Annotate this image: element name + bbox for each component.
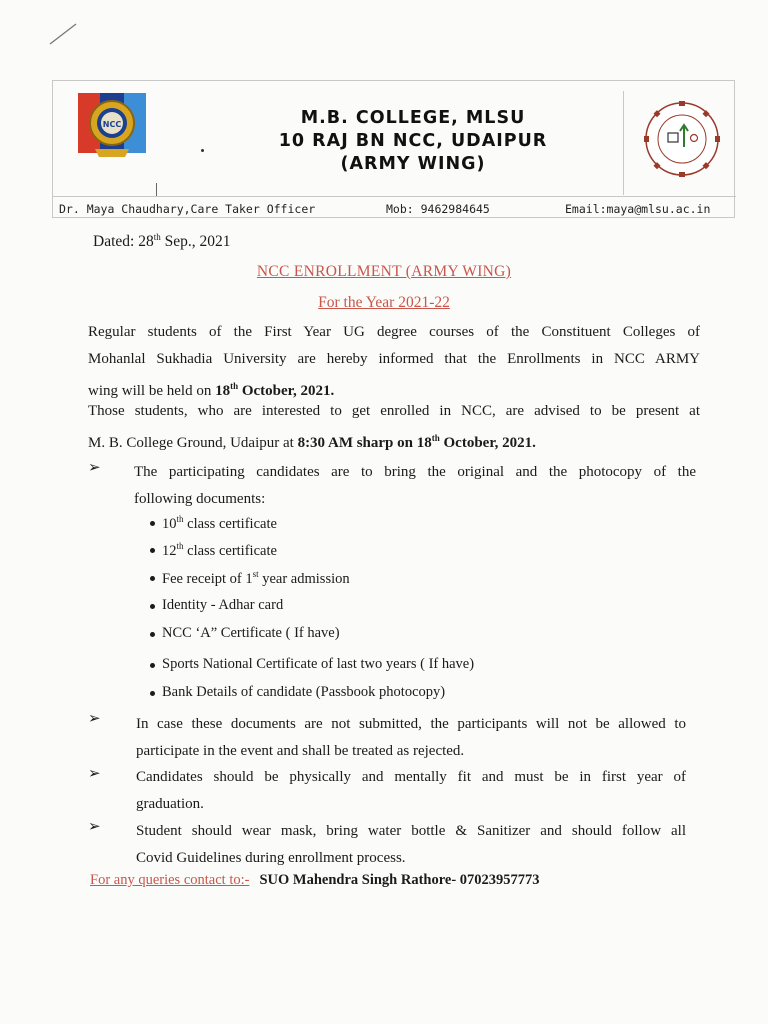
document-item: Bank Details of candidate (Passbook photocopy) (162, 684, 446, 700)
point-fitness: Candidates should be physically and mentally fit and must be in first year of graduation. (136, 769, 686, 812)
letterhead (52, 80, 735, 218)
arrow-bullet-icon: ➢ (88, 766, 101, 782)
document-item: Identity - Adhar card (162, 597, 284, 613)
university-seal-icon (623, 91, 732, 195)
arrow-bullet-icon: ➢ (88, 819, 101, 835)
stray-tick (156, 183, 157, 197)
stray-dot (201, 149, 204, 152)
point-covid: Student should wear mask, bring water bottle & Sanitizer and should follow all Covid Guidelines during enrollment process. (136, 823, 686, 866)
contact-mobile: Mob: 9462984645 (386, 202, 490, 216)
ncc-emblem-icon (75, 91, 150, 161)
paragraph-enrollment: Regular students of the First Year UG degree courses of the Constituent Colleges of Mohanlal Sukhadia University are hereby informed that the Enrollments in NCC ARMY wing will be held on 18th October, 2021. (88, 324, 700, 399)
queries-label: For any queries contact to:- (90, 872, 250, 888)
date-line: Dated: 28th Sep., 2021 (93, 232, 231, 251)
queries-contact (90, 872, 540, 889)
contact-strip (53, 196, 736, 219)
notice-heading: NCC ENROLLMENT (ARMY WING) (256, 263, 512, 280)
contact-email: Email:maya@mlsu.ac.in (565, 202, 711, 216)
arrow-bullet-icon: ➢ (88, 460, 101, 476)
battalion-name: 10 RAJ BN NCC, UDAIPUR (278, 131, 548, 151)
paragraph-venue: Those students, who are interested to get enrolled in NCC, are advised to be present at M. B. College Ground, Udaipur at 8:30 AM sharp on 18th October, 2021. (88, 403, 700, 451)
wing-name: (ARMY WING) (340, 154, 486, 174)
ncc-logo-text: NCC (102, 120, 122, 129)
contact-person: SUO Mahendra Singh Rathore- 07023957773 (259, 872, 540, 888)
college-name: M.B. COLLEGE, MLSU (300, 108, 526, 128)
pen-mark (48, 20, 78, 48)
notice-subheading: For the Year 2021-22 (318, 294, 450, 311)
document-item: Sports National Certificate of last two years ( If have) (162, 656, 475, 672)
document-item: 12th class certificate (162, 541, 277, 559)
document-item: 10th class certificate (162, 514, 277, 532)
letterhead-title (218, 107, 608, 176)
point-documents: The participating candidates are to bring the original and the photocopy of the following documents: (134, 464, 696, 507)
contact-name: Dr. Maya Chaudhary,Care Taker Officer (59, 202, 316, 216)
document-item: NCC ‘A” Certificate ( If have) (162, 625, 340, 641)
point-rejection: In case these documents are not submitted, the participants will not be allowed to participate in the event and shall be treated as rejected. (136, 716, 686, 759)
document-item: Fee receipt of 1st year admission (162, 569, 350, 587)
arrow-bullet-icon: ➢ (88, 711, 101, 727)
